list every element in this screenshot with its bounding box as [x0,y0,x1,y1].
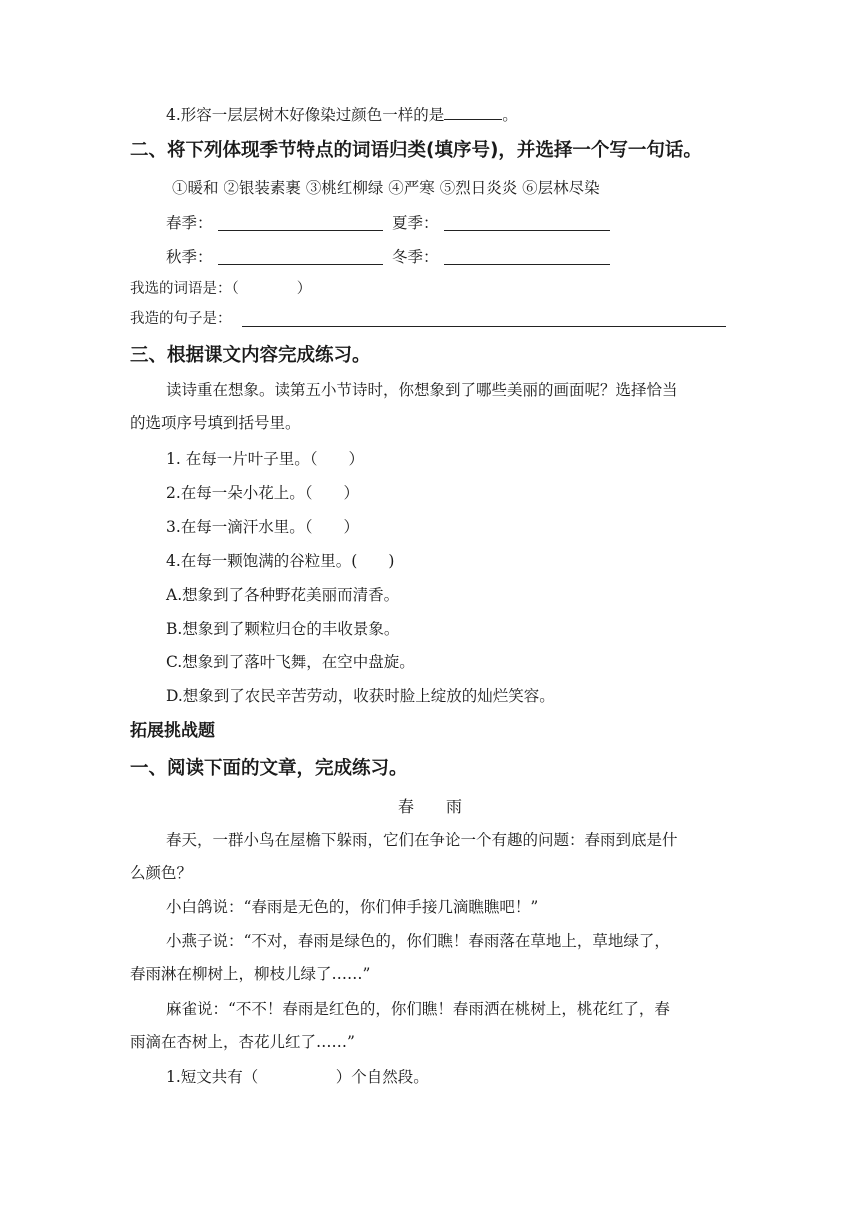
article-title: 春 雨 [398,797,463,816]
question-4-text: 4.形容一层层树木好像染过颜色一样的是 [166,106,445,124]
spring-label: 春季： [166,214,213,232]
winter-blank[interactable] [444,249,610,265]
summer-label: 夏季： [392,214,439,232]
extension-question-1[interactable]: 1.短文共有（ ）个自然段。 [166,1068,429,1086]
autumn-blank[interactable] [218,249,383,265]
choice-b: B.想象到了颗粒归仓的丰收景象。 [166,620,400,638]
winter-row [392,248,439,267]
winter-label: 冬季： [392,248,439,266]
sentence-blank[interactable] [242,311,726,327]
article-paragraph-line: 小燕子说：“不对，春雨是绿色的，你们瞧！春雨落在草地上，草地绿了， [166,932,670,950]
section-3-intro-2: 的选项序号填到括号里。 [130,414,301,432]
list-item[interactable]: 4.在每一颗饱满的谷粒里。( ) [166,552,395,570]
autumn-row [166,248,213,267]
summer-row [392,214,439,233]
section-3-intro-1: 读诗重在想象。读第五小节诗时，你想象到了哪些美丽的画面呢？选择恰当 [166,381,678,399]
extension-sub-heading: 一、阅读下面的文章，完成练习。 [130,758,408,779]
extension-heading: 拓展挑战题 [130,721,215,741]
season-word-options: ①暖和 ②银装素裹 ③桃红柳绿 ④严寒 ⑤烈日炎炎 ⑥层林尽染 [172,179,600,197]
summer-blank[interactable] [444,215,610,231]
choice-d: D.想象到了农民辛苦劳动，收获时脸上绽放的灿烂笑容。 [166,687,555,705]
question-4-blank[interactable] [444,104,502,120]
article-paragraph-line: 春雨淋在柳树上，柳枝儿绿了……” [130,965,371,983]
section-3-heading: 三、根据课文内容完成练习。 [130,345,371,366]
chosen-word-line[interactable]: 我选的词语是：（ ） [130,281,312,297]
question-4-line [166,104,518,125]
sentence-label: 我造的句子是： [130,311,232,327]
question-4-suffix: 。 [502,106,518,124]
list-item[interactable]: 2.在每一朵小花上。（ ） [166,484,360,502]
article-paragraph-line: 小白鸽说：“春雨是无色的，你们伸手接几滴瞧瞧吧！” [166,898,539,916]
section-2-heading: 二、将下列体现季节特点的词语归类(填序号)，并选择一个写一句话。 [130,140,702,161]
choice-a: A.想象到了各种野花美丽而清香。 [166,586,400,604]
article-paragraph-line: 春天，一群小鸟在屋檐下躲雨，它们在争论一个有趣的问题：春雨到底是什 [166,831,678,849]
list-item[interactable]: 1. 在每一片叶子里。（ ） [166,450,364,468]
article-paragraph-line: 雨滴在杏树上，杏花儿红了……” [130,1033,355,1051]
article-paragraph-line: 麻雀说：“不不！春雨是红色的，你们瞧！春雨洒在桃树上，桃花红了，春 [166,1000,670,1018]
autumn-label: 秋季： [166,248,213,266]
spring-blank[interactable] [218,215,383,231]
list-item[interactable]: 3.在每一滴汗水里。（ ） [166,518,360,536]
spring-row [166,214,213,233]
article-paragraph-line: 么颜色？ [130,864,193,882]
choice-c: C.想象到了落叶飞舞，在空中盘旋。 [166,653,415,671]
